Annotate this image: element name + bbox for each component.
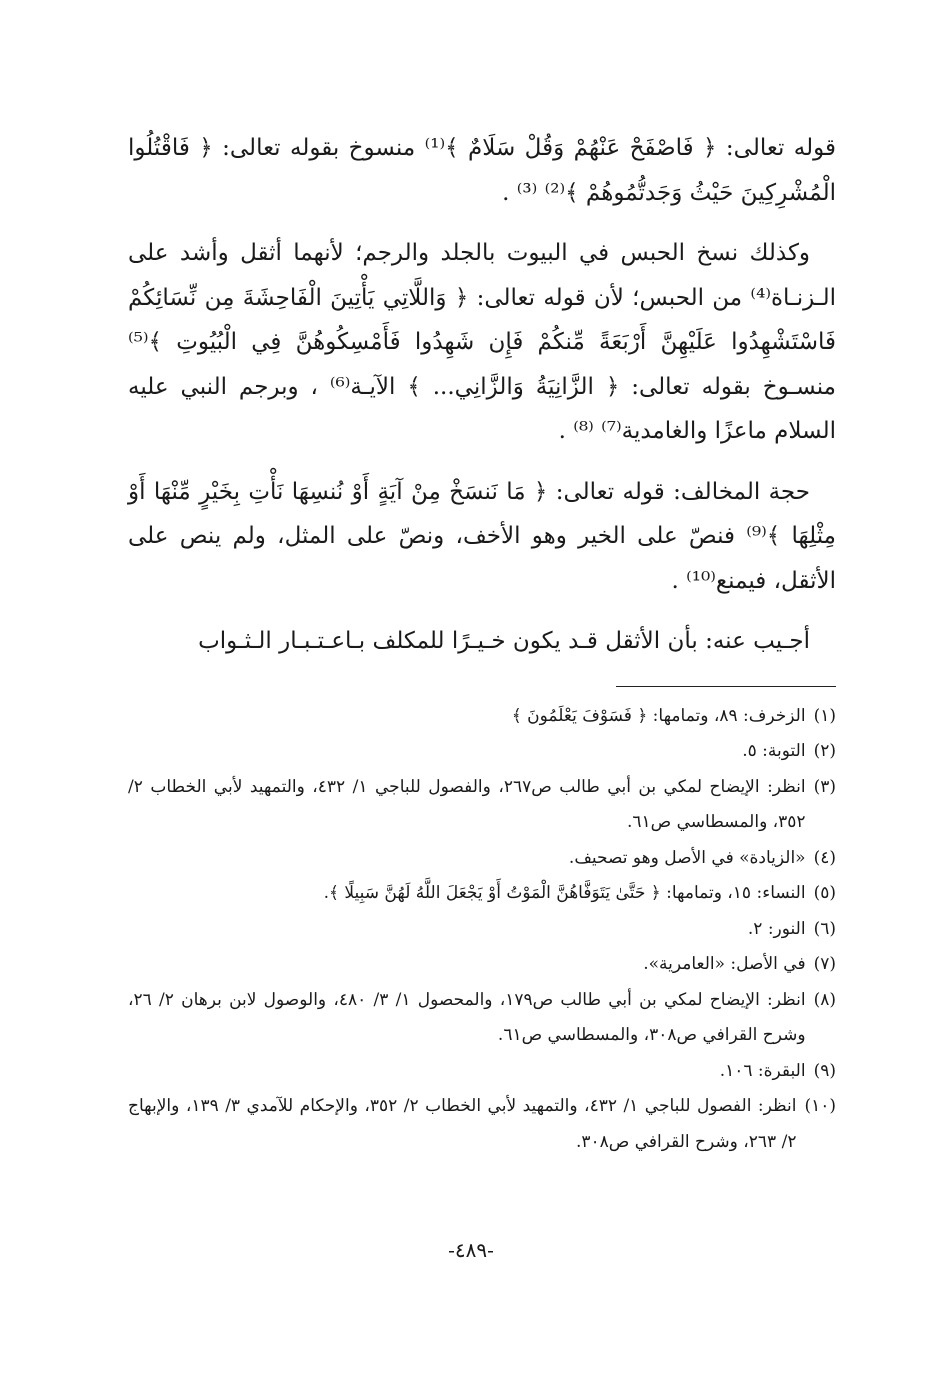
footnote-text: انظر: الإيضاح لمكي بن أبي طالب ص٢٦٧، والفصول للباجي ١/ ٤٣٢، والتمهيد لأبي الخطاب ٢/ ٣٥٢، والمسطاسي ص٦١. bbox=[128, 776, 806, 832]
footnote-divider bbox=[616, 686, 836, 687]
paragraph-1: قوله تعالى: ﴿ فَاصْفَحْ عَنْهُمْ وَقُلْ سَلَامٌ ﴾⁽¹⁾ منسوخ بقوله تعالى: ﴿ فَاقْتُلُوا الْمُشْرِكِينَ حَيْثُ وَجَدتُّمُوهُمْ ﴾⁽²⁾ ⁽³⁾ . bbox=[128, 135, 836, 206]
footnote bbox=[128, 1054, 836, 1090]
main-text bbox=[128, 126, 836, 664]
footnote bbox=[128, 699, 836, 735]
footnote-number: (١٠) bbox=[804, 1096, 836, 1116]
footnote-text: البقرة: ١٠٦. bbox=[719, 1060, 806, 1081]
footnote-text: انظر: الفصول للباجي ١/ ٤٣٢، والتمهيد لأبي الخطاب ٢/ ٣٥٢، والإحكام للآمدي ٣/ ١٣٩، والإبهاج ٢/ ٢٦٣، وشرح القرافي ص٣٠٨. bbox=[128, 1096, 797, 1152]
footnote-number: (١) bbox=[813, 705, 836, 726]
page-number: -٤٨٩- bbox=[448, 1238, 494, 1262]
footnote bbox=[128, 983, 836, 1054]
footnote bbox=[128, 770, 836, 841]
footnote-text: «الزيادة» في الأصل وهو تصحيف. bbox=[568, 847, 806, 868]
footnote-text: التوبة: ٥. bbox=[742, 741, 806, 761]
footnote-text: النساء: ١٥، وتمامها: ﴿ حَتَّىٰ يَتَوَفَّاهُنَّ الْمَوْتُ أَوْ يَجْعَلَ اللَّهُ لَهُنَّ سَبِيلًا ﴾. bbox=[323, 883, 806, 903]
page-body bbox=[128, 126, 836, 1160]
footnote-text: انظر: الإيضاح لمكي بن أبي طالب ص١٧٩، والمحصول ١/ ٣/ ٤٨٠، والوصول لابن برهان ٢/ ٢٦، وشرح القرافي ص٣٠٨، والمسطاسي ص٦١. bbox=[128, 989, 806, 1045]
footnote bbox=[128, 947, 836, 983]
footnotes bbox=[128, 699, 836, 1161]
footnote-number: (٣) bbox=[813, 776, 836, 797]
footnote-number: (٤) bbox=[813, 847, 836, 868]
footnote-text: الزخرف: ٨٩، وتمامها: ﴿ فَسَوْفَ يَعْلَمُونَ ﴾ bbox=[511, 705, 806, 726]
footnote-text: النور: ٢. bbox=[747, 918, 806, 939]
footnote bbox=[128, 876, 836, 912]
footnote bbox=[128, 841, 836, 877]
footnote-number: (٢) bbox=[813, 741, 836, 761]
footnote-number: (٦) bbox=[813, 918, 836, 939]
paragraph-4: أجـيب عنه: بأن الأثقل قـد يكون خـيـرًا للمكلف بـاعـتـبـار الـثـواب bbox=[198, 628, 810, 654]
paragraph-3: حجة المخالف: قوله تعالى: ﴿ مَا نَنسَخْ مِنْ آيَةٍ أَوْ نُنسِهَا نَأْتِ بِخَيْرٍ مِّنْهَا أَوْ مِثْلِهَا ﴾⁽⁹⁾ فنصّ على الخير وهو الأخف، ونصّ على المثل، ولم ينص على الأثقل، فيمنع⁽¹⁰⁾ . bbox=[128, 478, 836, 594]
paragraph-2: وكذلك نسخ الحبس في البيوت بالجلد والرجم؛ لأنهما أثقل وأشد على الـزنـاة⁽⁴⁾ من الحبس؛ لأن قوله تعالى: ﴿ وَاللَّاتِي يَأْتِينَ الْفَاحِشَةَ مِن نِّسَائِكُمْ فَاسْتَشْهِدُوا عَلَيْهِنَّ أَرْبَعَةً مِّنكُمْ فَإِن شَهِدُوا فَأَمْسِكُوهُنَّ فِي الْبُيُوتِ ﴾⁽⁵⁾ منسـوخ بقوله تعالى: ﴿ الزَّانِيَةُ وَالزَّانِي... ﴾ الآيـة⁽⁶⁾ ، وبرجم النبي عليه السلام ماعزًا والغامدية⁽⁷⁾ ⁽⁸⁾ . bbox=[128, 240, 836, 444]
footnote bbox=[128, 734, 836, 770]
footnote-text: في الأصل: «العامرية». bbox=[643, 954, 806, 974]
footnote bbox=[128, 912, 836, 948]
footnote-number: (٩) bbox=[813, 1060, 836, 1081]
footnote-number: (٧) bbox=[813, 954, 836, 974]
footnote-number: (٥) bbox=[813, 883, 836, 903]
footnote bbox=[128, 1089, 836, 1160]
footnote-number: (٨) bbox=[813, 989, 836, 1010]
